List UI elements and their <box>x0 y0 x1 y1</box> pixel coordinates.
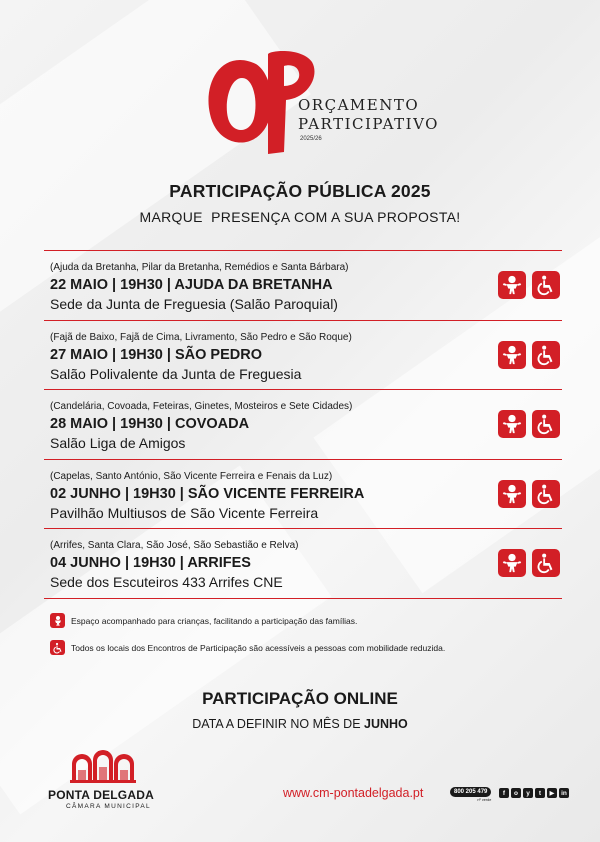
event-parishes: (Arrifes, Santa Clara, São José, São Sebastião e Relva) <box>50 540 299 551</box>
linkedin-icon[interactable]: in <box>559 788 569 798</box>
event-headline: 22 MAIO | 19H30 | AJUDA DA BRETANHA <box>50 277 333 293</box>
event-item <box>44 320 562 390</box>
event-parishes: (Ajuda da Bretanha, Pilar da Bretanha, Remédios e Santa Bárbara) <box>50 262 349 273</box>
wheelchair-icon <box>532 410 560 438</box>
municipality-subtitle: CÂMARA MUNICIPAL <box>66 803 151 810</box>
event-icons <box>498 271 560 299</box>
child-icon <box>498 271 526 299</box>
legend-text-accessibility: Todos os locais dos Encontros de Participação são acessíveis a pessoas com mobilidade reduzida. <box>71 642 446 653</box>
event-venue: Salão Liga de Amigos <box>50 435 186 451</box>
online-subtitle-prefix: DATA A DEFINIR NO MÊS DE <box>192 717 365 731</box>
event-headline: 27 MAIO | 19H30 | SÃO PEDRO <box>50 346 262 363</box>
event-icons <box>498 549 560 577</box>
wheelchair-icon <box>532 341 560 369</box>
legend <box>50 607 445 661</box>
facebook-icon[interactable]: f <box>499 788 509 798</box>
online-subtitle <box>0 717 600 731</box>
website-link[interactable]: www.cm-pontadelgada.pt <box>283 786 424 800</box>
phone-contact <box>450 787 491 802</box>
wheelchair-icon <box>532 271 560 299</box>
child-icon <box>498 410 526 438</box>
phone-number[interactable]: 800 205 479 <box>450 787 491 797</box>
wheelchair-icon <box>532 480 560 508</box>
child-icon <box>50 613 65 628</box>
event-venue: Sede da Junta de Freguesia (Salão Paroquial) <box>50 296 338 312</box>
legend-item-children <box>50 607 445 634</box>
logo-line-1: ORÇAMENTO <box>298 96 420 114</box>
event-item <box>44 250 562 320</box>
online-title: PARTICIPAÇÃO ONLINE <box>202 689 398 708</box>
orcamento-participativo-logo <box>198 40 439 160</box>
page-title: PARTICIPAÇÃO PÚBLICA 2025 <box>169 181 431 201</box>
event-parishes: (Fajã de Baixo, Fajã de Cima, Livramento, São Pedro e São Roque) <box>50 331 352 343</box>
instagram-icon[interactable]: o <box>511 788 521 798</box>
event-item <box>44 389 562 459</box>
event-icons <box>498 480 560 508</box>
event-headline: 28 MAIO | 19H30 | COVOADA <box>50 416 250 432</box>
youtube-icon[interactable]: y <box>523 788 533 798</box>
child-icon <box>498 549 526 577</box>
video-icon[interactable]: ▶ <box>547 788 557 798</box>
wheelchair-icon <box>532 549 560 577</box>
twitter-icon[interactable]: t <box>535 788 545 798</box>
logo-wordmark <box>298 98 439 142</box>
event-venue: Salão Polivalente da Junta de Freguesia <box>50 365 302 382</box>
legend-item-accessibility <box>50 634 445 661</box>
phone-note: nº verde <box>477 798 492 802</box>
event-headline: 04 JUNHO | 19H30 | ARRIFES <box>50 555 251 571</box>
arches-logo-icon <box>68 750 138 786</box>
child-icon <box>498 341 526 369</box>
event-headline: 02 JUNHO | 19H30 | SÃO VICENTE FERREIRA <box>50 485 365 502</box>
wheelchair-icon <box>50 640 65 655</box>
events-list <box>44 250 562 599</box>
event-venue: Sede dos Escuteiros 433 Arrifes CNE <box>50 574 283 590</box>
online-subtitle-month: JUNHO <box>364 717 408 731</box>
event-parishes: (Candelária, Covoada, Feteiras, Ginetes, Mosteiros e Sete Cidades) <box>50 401 353 412</box>
event-icons <box>498 410 560 438</box>
event-venue: Pavilhão Multiusos de São Vicente Ferreira <box>50 504 319 521</box>
event-parishes: (Capelas, Santo António, São Vicente Ferreira e Fenais da Luz) <box>50 470 333 482</box>
legend-text-children: Espaço acompanhado para crianças, facilitando a participação das famílias. <box>71 615 358 626</box>
social-links <box>499 788 569 798</box>
page-subtitle: MARQUE PRESENÇA COM A SUA PROPOSTA! <box>139 209 461 225</box>
event-item <box>44 528 562 599</box>
child-icon <box>498 480 526 508</box>
event-icons <box>498 341 560 369</box>
logo-year: 2025/26 <box>300 136 322 142</box>
logo-line-2: PARTICIPATIVO <box>298 115 439 133</box>
event-item <box>44 459 562 529</box>
municipality-name: PONTA DELGADA <box>48 788 154 802</box>
